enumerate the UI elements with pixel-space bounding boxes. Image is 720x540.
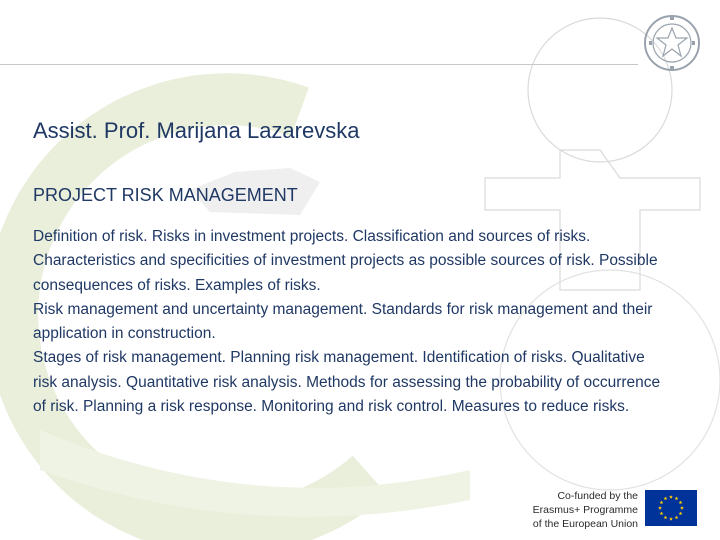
cofunded-statement [504,489,638,531]
description-paragraph: Stages of risk management. Planning risk management. Identification of risks. Qualitative risk analysis. Quantitative risk analysis. Methods for assessing the probability of occurrence of risk. Planning a risk response. Monitoring and risk control. Measures to reduce risks. [33,349,661,416]
cofunded-line: of the European Union [532,518,638,530]
cofunded-line: Co-funded by the [557,490,638,502]
course-title: PROJECT RISK MANAGEMENT [33,185,298,205]
description-paragraph: Definition of risk. Risks in investment projects. Classification and sources of risks. Characteristics and specificities of investment projects as possible sources of risk. Possible consequences of risks. Examples of risks. [33,228,658,294]
cofunded-line: Erasmus+ Programme [532,504,638,516]
description-paragraph: Risk management and uncertainty management. Standards for risk management and their application in construction. [33,300,653,343]
course-description [33,225,673,419]
university-seal-icon [643,14,701,72]
header-divider [0,64,638,65]
author-name: Assist. Prof. Marijana Lazarevska [33,118,360,143]
eu-flag-icon [645,490,697,526]
